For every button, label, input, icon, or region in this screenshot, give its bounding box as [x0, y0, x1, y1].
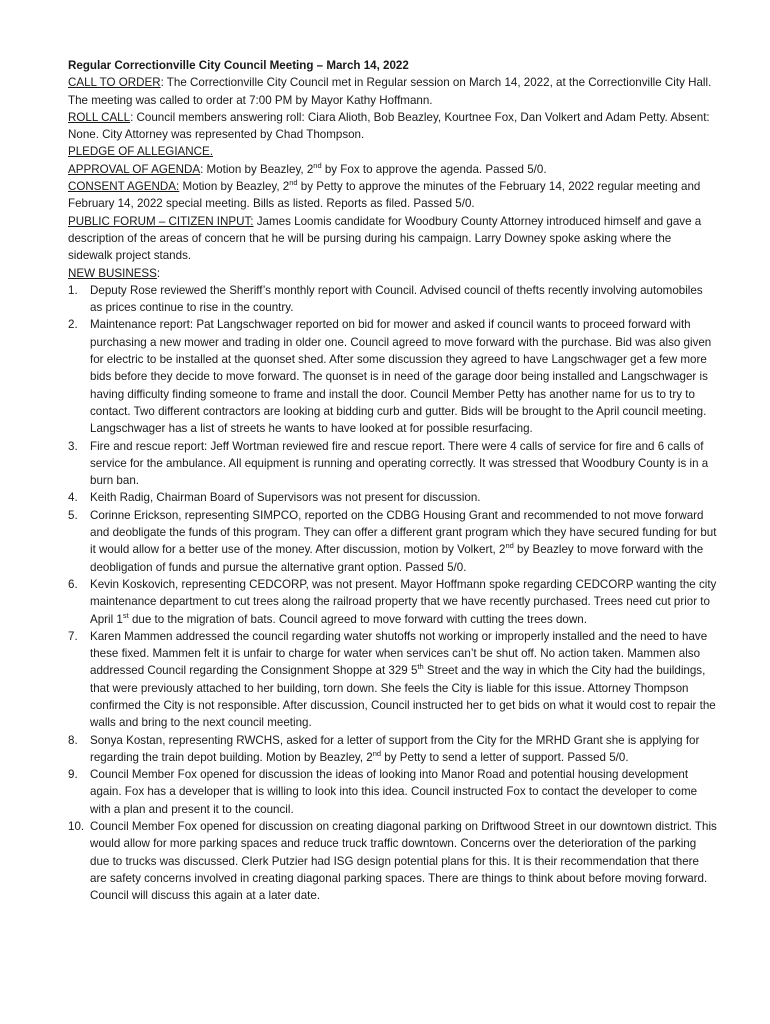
consent-agenda-heading: CONSENT AGENDA: — [68, 180, 180, 194]
roll-call-heading: ROLL CALL — [68, 110, 131, 124]
approval-agenda-paragraph — [68, 161, 718, 178]
item-number: 8. — [68, 733, 78, 747]
item-text: Maintenance report: Pat Langschwager reported on bid for mower and asked if council wants to proceed forward with purchasing a new mower and trading in older one. Council agreed to move forward with the purchase. Bid was also given for electric to be installed at the quonset shed. After some discussion they agreed to have Langschwager get a few more bids before they decide to move forward. The quonset is in need of the garage door being installed and Langschwager is having difficulty finding someone to frame and install the door. Council Member Petty has another name for us to try to contact. Two different contractors are looking at bidding curb and gutter. Bids will be brought to the April council meeting. Langschwager has a list of streets he wants to have looked at for possible resurfacing. — [90, 318, 712, 436]
item-number: 5. — [68, 508, 78, 522]
item-number: 10. — [68, 820, 85, 834]
item-text: Corinne Erickson, representing SIMPCO, reported on the CDBG Housing Grant and recommended to not move forward and deobligate the funds of this program. They can offer a different grant program which they have secured funding for but it would allow for a better use of the money. After discussion, motion by Volkert, 2 — [90, 508, 717, 557]
item-sup: th — [417, 662, 424, 672]
item-text: Street and the way in which the City had the buildings, that were previously attached to her building, torn down. She feels the City is liable for this issue. Attorney Thompson confirmed the City is not responsible. After discussion, Council instructed her to get bids on what it would cost to repair the walls and bring to the next council meeting. — [90, 664, 716, 730]
public-forum-heading: PUBLIC FORUM – CITIZEN INPUT: — [68, 214, 254, 228]
consent-agenda-paragraph — [68, 178, 718, 213]
item-text: Karen Mammen addressed the council regarding water shutoffs not working or improperly installed and the need to have these fixed. Mammen felt it is unfair to charge for water when services can’t be shut off. No action taken. Mammen also addressed Council regarding the Consignment Shoppe at 329 5 — [90, 629, 708, 678]
item-text: by Beazley to move forward with the deobligation of funds and pursue the alternative grant option. Passed 5/0. — [90, 543, 704, 574]
document-title: Regular Correctionville City Council Meeting – March 14, 2022 — [68, 59, 409, 72]
item-number: 1. — [68, 283, 78, 297]
list-item — [68, 818, 718, 904]
list-item — [68, 732, 718, 767]
item-text: Sonya Kostan, representing RWCHS, asked for a letter of support from the City for the MRHD Grant she is applying for regarding the train depot building. Motion by Beazley, 2 — [90, 733, 700, 764]
item-sup: nd — [505, 541, 514, 551]
item-text: Fire and rescue report: Jeff Wortman reviewed fire and rescue report. There were 4 calls of service for fire and 6 calls of service for the ambulance. All equipment is running and operating correctly. It was stressed that Woodbury County is in a burn ban. — [90, 439, 709, 488]
item-number: 6. — [68, 577, 78, 591]
approval-agenda-heading: APPROVAL OF AGENDA — [68, 162, 201, 176]
list-item — [68, 282, 718, 317]
item-number: 3. — [68, 439, 78, 453]
new-business-heading: NEW BUSINESS — [68, 266, 157, 280]
roll-call-text: : Council members answering roll: Ciara Alioth, Bob Beazley, Kourtnee Fox, Dan Volkert and Adam Petty. Absent: None. City Attorney was represented by Chad Thompson. — [68, 110, 710, 142]
item-text: Keith Radig, Chairman Board of Supervisors was not present for discussion. — [90, 491, 481, 505]
consent-agenda-sup: nd — [289, 178, 298, 188]
pledge-paragraph — [68, 143, 718, 160]
public-forum-paragraph — [68, 213, 718, 265]
approval-agenda-sup: nd — [313, 160, 322, 170]
list-item — [68, 576, 718, 628]
call-to-order-paragraph — [68, 74, 718, 109]
list-item — [68, 438, 718, 490]
item-text: by Petty to send a letter of support. Passed 5/0. — [381, 750, 629, 764]
approval-agenda-text-b: by Fox to approve the agenda. Passed 5/0. — [321, 162, 547, 176]
new-business-list — [68, 282, 718, 905]
call-to-order-text: : The Correctionville City Council met in Regular session on March 14, 2022, at the Correctionville City Hall. The meeting was called to order at 7:00 PM by Mayor Kathy Hoffmann. — [68, 76, 712, 107]
item-text: Council Member Fox opened for discussion on creating diagonal parking on Driftwood Street in our downtown district. This would allow for more parking spaces and reduce truck traffic downtown. Concerns over the deterioration of the parking due to trucks was discussed. Clerk Putzier had ISG design potential plans for this. It is their recommendation that there are safety concerns involved in creating diagonal parking spaces. There are things to think about before moving forward. Council will discuss this again at a later date. — [90, 820, 717, 903]
list-item — [68, 507, 718, 576]
list-item — [68, 489, 718, 506]
item-sup: st — [122, 610, 129, 620]
list-item — [68, 766, 718, 818]
minutes-body — [68, 57, 718, 905]
pledge-heading: PLEDGE OF ALLEGIANCE. — [68, 145, 213, 159]
public-forum-text: James Loomis candidate for Woodbury County Attorney introduced himself and gave a description of the areas of concern that he will be pursing during his campaign. Larry Downey spoke asking where the sidewalk project stands. — [68, 214, 702, 263]
new-business-paragraph — [68, 265, 718, 282]
consent-agenda-text-a: Motion by Beazley, 2 — [179, 180, 290, 194]
item-number: 9. — [68, 768, 78, 782]
consent-agenda-text-b: by Petty to approve the minutes of the February 14, 2022 regular meeting and February 14, 2022 special meeting. Bills as listed. Reports as filed. Passed 5/0. — [68, 180, 701, 211]
item-text: Kevin Koskovich, representing CEDCORP, was not present. Mayor Hoffmann spoke regarding CEDCORP wanting the city maintenance department to cut trees along the railroad property that we have recently purchased. Trees need cut prior to April 1 — [90, 577, 717, 626]
item-number: 7. — [68, 629, 78, 643]
item-sup: nd — [372, 749, 382, 759]
item-text: Deputy Rose reviewed the Sheriff’s monthly report with Council. Advised council of thefts recently involving automobiles as prices continue to rise in the country. — [90, 283, 703, 315]
approval-agenda-text-a: : Motion by Beazley, 2 — [200, 162, 314, 176]
new-business-colon: : — [156, 266, 161, 280]
call-to-order-heading: CALL TO ORDER — [68, 76, 161, 90]
item-number: 2. — [68, 318, 78, 332]
item-number: 4. — [68, 491, 78, 505]
item-text: Council Member Fox opened for discussion the ideas of looking into Manor Road and potential housing development again. Fox has a developer that is willing to look into this idea. Council instructed Fox to contact the developer to come with a plan and present it to the council. — [90, 768, 698, 816]
item-text: due to the migration of bats. Council agreed to move forward with cutting the trees down. — [128, 612, 587, 626]
roll-call-paragraph — [68, 109, 718, 144]
list-item — [68, 628, 718, 732]
list-item — [68, 316, 718, 437]
